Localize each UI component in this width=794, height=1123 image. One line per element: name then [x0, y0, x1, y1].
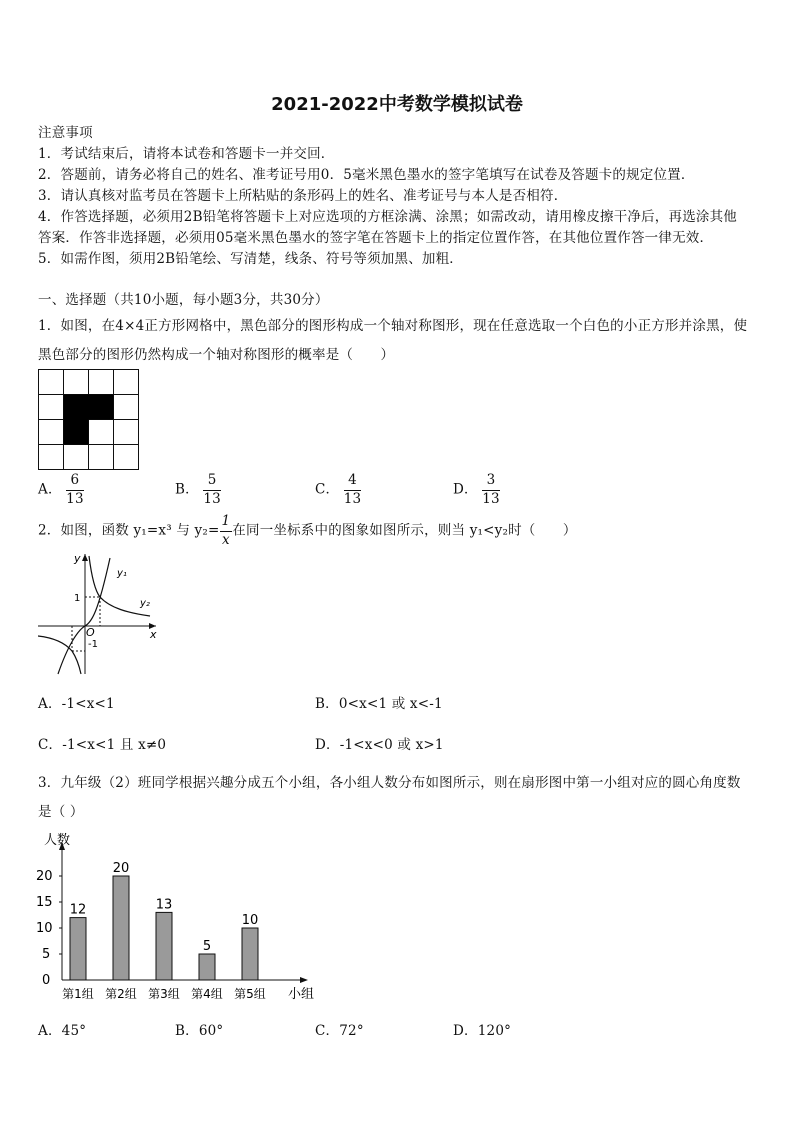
q2-option-a[interactable]: A．-1<x<1: [38, 696, 115, 712]
notice-item: 答案．作答非选择题，必须用05毫米黑色墨水的签字笔在答题卡上的指定位置作答，在其他位置作答一律无效．: [38, 230, 714, 246]
origin-label: O: [86, 626, 95, 639]
y-tick-label: 0: [42, 973, 51, 988]
q2-option-d[interactable]: D．-1<x<0 或 x>1: [315, 737, 444, 753]
q1-option-c[interactable]: C． $\frac{4}{13}$: [315, 472, 362, 507]
chart-x-label: 小组: [288, 987, 315, 1002]
q2-text: 2．如图，函数 y₁=x³ 与 y₂= $\frac{1}{x}$ 在同一坐标系中的图象如图所示，则当 y₁<y₂时（ ）: [38, 513, 577, 548]
q1-option-b[interactable]: B． $\frac{5}{13}$: [175, 472, 221, 507]
bar-value-label: 20: [112, 861, 130, 876]
page-title: 2021-2022中考数学模拟试卷: [271, 94, 523, 115]
q3-option-b[interactable]: B．60°: [175, 1023, 224, 1039]
notice-item: 2．答题前，请务必将自己的姓名、准考证号用0．5毫米黑色墨水的签字笔填写在试卷及答题卡的规定位置．: [38, 167, 695, 183]
category-label: 第2组: [105, 987, 137, 1001]
tick-label-one: 1: [74, 593, 81, 604]
y-tick-label: 5: [42, 947, 51, 962]
q3-bar-chart: [30, 828, 330, 1008]
y-tick-label: 10: [36, 921, 53, 936]
section-heading: 一、选择题（共10小题，每小题3分，共30分）: [38, 292, 329, 308]
bar-1: [70, 918, 86, 980]
category-label: 第5组: [234, 987, 266, 1001]
q1-grid-figure: [38, 369, 140, 471]
q3-text-line2: 是（ ）: [38, 804, 84, 820]
notice-item: 3．请认真核对监考员在答题卡上所粘贴的条形码上的姓名、准考证号与本人是否相符．: [38, 188, 568, 204]
category-label: 第4组: [191, 987, 223, 1001]
bar-value-label: 10: [241, 913, 259, 928]
q3-option-c[interactable]: C．72°: [315, 1023, 364, 1039]
q1-text-line2: 黑色部分的图形仍然构成一个轴对称图形的概率是（ ）: [38, 347, 395, 363]
curve1-label: y₁: [117, 568, 127, 579]
bar-value-label: 13: [155, 897, 173, 913]
notice-heading: 注意事项: [38, 125, 93, 141]
x-label: x: [150, 628, 157, 641]
black-cell: [89, 395, 114, 420]
bar-5: [242, 928, 258, 980]
black-cell: [64, 420, 89, 445]
q1-option-d[interactable]: D． $\frac{3}{13}$: [453, 472, 500, 507]
q3-option-d[interactable]: D．120°: [453, 1023, 512, 1039]
q1-option-a[interactable]: A． $\frac{6}{13}$: [38, 472, 84, 507]
q2-function-graph: [38, 550, 160, 676]
bar-2: [113, 876, 129, 980]
y-tick-label: 20: [36, 869, 53, 884]
category-label: 第1组: [62, 987, 94, 1001]
y-axis-arrow: [82, 554, 88, 561]
bar-3: [156, 912, 172, 980]
chart-y-label: 人数: [44, 833, 71, 848]
chart-x-axis-arrow: [300, 977, 308, 983]
y-tick-label: 15: [36, 895, 53, 910]
q2-option-b[interactable]: B．0<x<1 或 x<-1: [315, 696, 443, 712]
q3-text-line1: 3．九年级（2）班同学根据兴趣分成五个小组，各小组人数分布如图所示，则在扇形图中第一小组对应的圆心角度数: [38, 775, 741, 791]
bar-4: [199, 954, 215, 980]
q1-text-line1: 1．如图，在4×4正方形网格中，黑色部分的图形构成一个轴对称图形，现在任意选取一个白色的小正方形并涂黑，使: [38, 318, 748, 334]
curve-y1: [58, 558, 110, 674]
q3-option-a[interactable]: A．45°: [38, 1023, 87, 1039]
category-label: 第3组: [148, 987, 180, 1001]
y-label: y: [74, 552, 81, 565]
q2-option-c[interactable]: C．-1<x<1 且 x≠0: [38, 737, 167, 753]
bar-value-label: 12: [69, 902, 87, 918]
notice-item: 4．作答选择题，必须用2B铅笔将答题卡上对应选项的方框涂满、涂黑；如需改动，请用橡皮擦干净后，再选涂其他: [38, 209, 737, 225]
black-cell: [64, 395, 89, 420]
tick-label-neg-one: -1: [88, 639, 98, 650]
notice-item: 1．考试结束后，请将本试卷和答题卡一并交回．: [38, 146, 335, 162]
notice-item: 5．如需作图，须用2B铅笔绘、写清楚，线条、符号等须加黑、加粗．: [38, 251, 463, 267]
bar-value-label: 5: [202, 939, 212, 954]
curve2-label: y₂: [140, 598, 150, 609]
